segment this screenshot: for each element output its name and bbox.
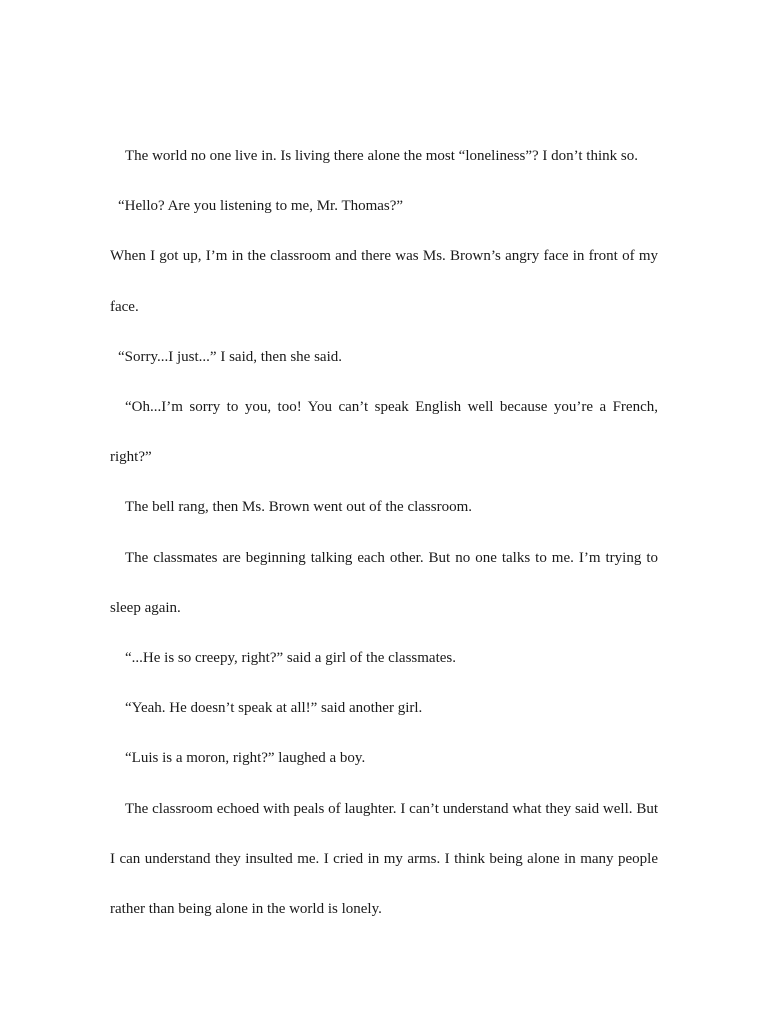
paragraph: The bell rang, then Ms. Brown went out of the classroom. — [125, 499, 473, 516]
paragraph: “Oh...I’m sorry to you, too! You can’t speak English well because you’re a French, right?” — [110, 399, 658, 466]
paragraph: The classmates are beginning talking each other. But no one talks to me. I’m trying to sleep again. — [110, 549, 658, 616]
story-text — [110, 131, 658, 934]
paragraph: The world no one live in. Is living there alone the most “loneliness”? I don’t think so. — [125, 148, 638, 164]
paragraph: The classroom echoed with peals of laughter. I can’t understand what they said well. But I can understand they insulted me. I cried in my arms. I think being alone in many people rather than being alone in the world is lonely. — [110, 800, 658, 918]
paragraph: When I got up, I’m in the classroom and there was Ms. Brown’s angry face in front of my face. — [110, 248, 658, 315]
paragraph: “Hello? Are you listening to me, Mr. Thomas?” — [118, 198, 404, 215]
paragraph: “Sorry...I just...” I said, then she said. — [118, 348, 342, 365]
paragraph: “...He is so creepy, right?” said a girl of the classmates. — [125, 650, 456, 667]
paragraph: “Yeah. He doesn’t speak at all!” said another girl. — [125, 700, 423, 717]
paragraph: “Luis is a moron, right?” laughed a boy. — [125, 750, 366, 767]
